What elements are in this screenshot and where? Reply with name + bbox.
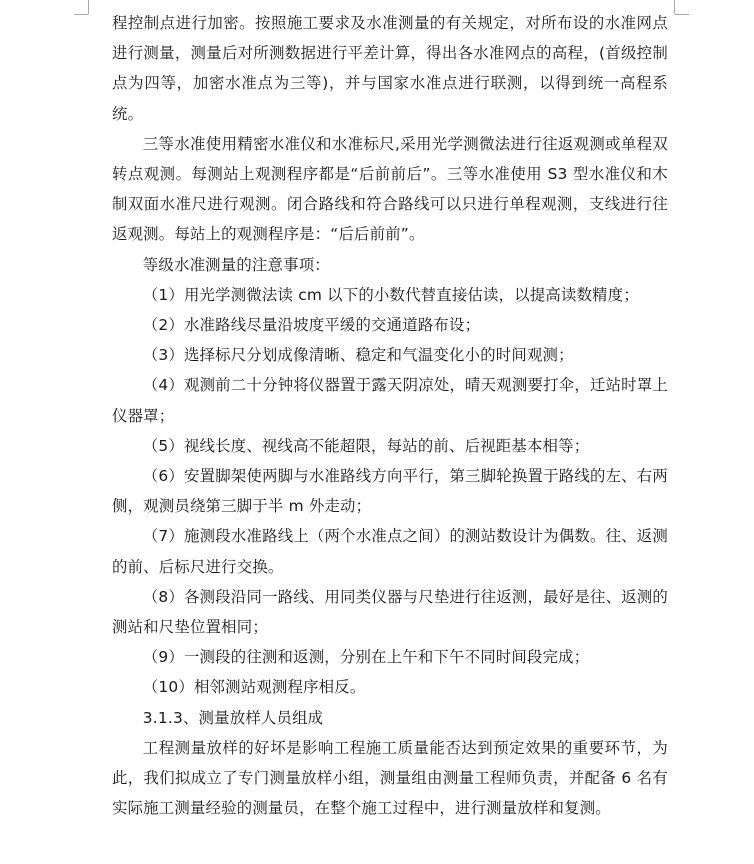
- page-corner-mark-right: [674, 0, 675, 14]
- paragraph-continuation: 程控制点进行加密。按照施工要求及水准测量的有关规定，对所布设的水准网点进行测量，测量后对所测数据进行平差计算，得出各水准网点的高程，(首级控制点为四等，加密水准点为三等)，并与国家水准点进行联测，以得到统一高程系统。: [112, 14, 668, 123]
- list-item-10: （10）相邻测站观测程序相反。: [142, 678, 366, 697]
- paragraph-third-order-leveling: 三等水准使用精密水准仪和水准标尺,采用光学测微法进行往返观测或单程双转点观测。每测站上观测程序都是“后前前后”。三等水准使用 S3 型水准仪和木制双面水准尺进行观测。闭合路线和符合路线可以只进行单程观测，支线进行往返观测。每站上的观测程序是：“后后前前”。: [112, 134, 668, 244]
- list-item-8: （8）各测段沿同一路线、用同类仪器与尺垫进行往返测，最好是往、返测的测站和尺垫位置相同；: [112, 587, 668, 637]
- list-item-9: （9）一测段的往测和返测，分别在上午和下午不同时间段完成；: [142, 648, 590, 667]
- section-heading: 3.1.3、测量放样人员组成: [142, 708, 324, 727]
- document-body: [112, 8, 668, 823]
- paragraph-survey-team: 工程测量放样的好坏是影响工程施工质量能否达到预定效果的重要环节，为此，我们拟成立了专门测量放样小组，测量组由测量工程师负责，并配备 6 名有实际施工测量经验的测量员，在整个施工过程中，进行测量放样和复测。: [112, 738, 668, 818]
- list-item-3: （3）选择标尺分划成像清晰、稳定和气温变化小的时间观测；: [142, 346, 574, 365]
- list-item-7: （7）施测段水准路线上（两个水准点之间）的测站数设计为偶数。往、返测的前、后标尺进行交换。: [112, 527, 668, 576]
- list-item-1: （1）用光学测微法读 cm 以下的小数代替直接估读，以提高读数精度；: [142, 285, 639, 304]
- list-item-6: （6）安置脚架使两脚与水准路线方向平行，第三脚轮换置于路线的左、右两侧，观测员绕第三脚于半 m 外走动；: [112, 467, 668, 516]
- paragraph-notes-intro: 等级水准测量的注意事项：: [142, 255, 330, 274]
- list-item-4: （4）观测前二十分钟将仪器置于露天阴凉处，晴天观测要打伞，迁站时罩上仪器罩；: [112, 376, 668, 425]
- page-corner-mark-left: [88, 0, 89, 14]
- list-item-2: （2）水准路线尽量沿坡度平缓的交通道路布设；: [142, 316, 481, 335]
- list-item-5: （5）视线长度、视线高不能超限，每站的前、后视距基本相等；: [142, 436, 590, 455]
